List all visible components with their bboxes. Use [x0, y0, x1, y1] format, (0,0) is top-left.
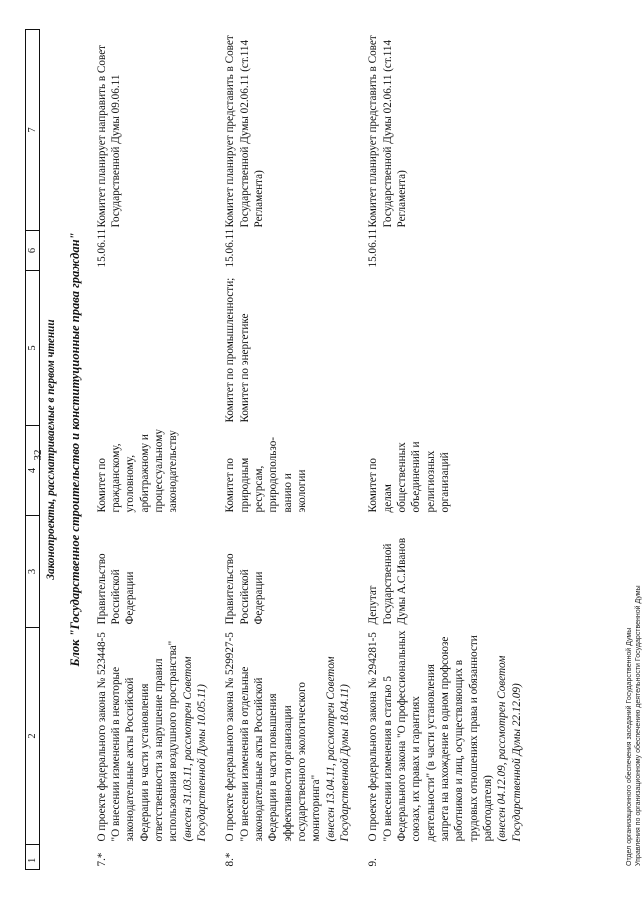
page-number: 32	[32, 449, 44, 461]
date: 15.06.11	[224, 228, 237, 268]
table-row	[366, 30, 538, 870]
block-title-row	[61, 30, 95, 870]
bill-cell	[95, 628, 224, 845]
section-title-row	[40, 30, 61, 870]
initiator: Правительство Российской Федерации	[224, 553, 266, 625]
rotated-page	[25, 30, 642, 870]
footer-line-2: Управления по организационному обеспечению деятельности Государственной Думы	[634, 585, 642, 866]
column-header-2: 2	[26, 628, 40, 845]
bill-title: О проекте федерального закона № 523448-5 "О внесении изменений в некоторые законодательные акты Российской Федерации в части установления ответственности за нарушение правил использования воздушного пространства"	[95, 632, 180, 842]
column-header-5: 5	[26, 271, 40, 426]
co-committee	[95, 271, 224, 426]
bill-note: (внесен 31.03.11, рассмотрен Советом Государственной Думы 10.05.11)	[181, 656, 209, 842]
responsible-committee: Комитет по гражданскому, уголовному, арбитражному и процессуальному законодательству	[95, 429, 180, 513]
bill-title: О проекте федерального закона № 529927-5 "О внесении изменений в отдельные законодательные акты Российской Федерации в части повышения эффективности организации государственного экологического мониторинга"	[224, 632, 323, 842]
bill-title: О проекте федерального закона № 294281-5 "О внесении изменения в статью 5 Федерального закона "О профессиональных союзах, их правах и гарантиях деятельности" (в части установления запрета на нахождение в одном профсоюзе работников и лиц, осуществляющих в трудовых отношениях права и обязанности работодателя)	[367, 630, 494, 842]
agenda-table	[25, 29, 538, 870]
column-header-4: 4	[26, 426, 40, 516]
column-header-7: 7	[26, 30, 40, 231]
column-header-6: 6	[26, 231, 40, 271]
co-committee	[366, 271, 538, 426]
block-title: Блок "Государственное строительство и конституционные права граждан"	[67, 232, 82, 667]
responsible-committee: Комитет по природным ресурсам, природопользо-ванию и экологии	[224, 436, 309, 513]
responsible-committee: Комитет по делам общественных объединений и религиозных организаций	[367, 441, 451, 513]
co-committee: Комитет по промышленности; Комитет по энергетике	[224, 277, 251, 423]
decision: Комитет планирует представить в Совет Государственной Думы 02.06.11 (ст.114 Регламента)	[367, 35, 408, 228]
row-number: 9.	[367, 858, 380, 867]
date: 15.06.11	[367, 228, 380, 268]
row-number: 8.*	[224, 852, 237, 867]
bill-cell	[366, 628, 538, 845]
row-number: 7.*	[95, 852, 108, 867]
bill-note: (внесен 13.04.11, рассмотрен Советом Государственной Думы 18.04.11)	[324, 656, 352, 842]
decision: Комитет планирует представить в Совет Государственной Думы 02.06.11 (ст.114 Регламента)	[224, 35, 266, 228]
initiator: Правительство Российской Федерации	[95, 553, 137, 625]
column-header-3: 3	[26, 516, 40, 628]
table-row	[223, 30, 366, 870]
decision: Комитет планирует направить в Совет Государственной Думы 09.06.11	[95, 44, 123, 228]
column-header-1: 1	[26, 845, 40, 870]
bill-cell	[223, 628, 366, 845]
column-number-row	[26, 30, 40, 870]
section-title: Законопроекты, рассматриваемые в первом чтении	[45, 319, 58, 580]
date: 15.06.11	[95, 228, 108, 268]
bill-note: (внесен 04.12.09, рассмотрен Советом Государственной Думы 22.12.09)	[496, 655, 523, 842]
initiator: Депутат Государственной Думы А.С.Иванов	[367, 537, 408, 625]
footer	[626, 585, 644, 866]
table-row	[95, 30, 224, 870]
footer-line-1: Отдел организационного обеспечения заседаний Государственной Думы	[626, 627, 633, 866]
